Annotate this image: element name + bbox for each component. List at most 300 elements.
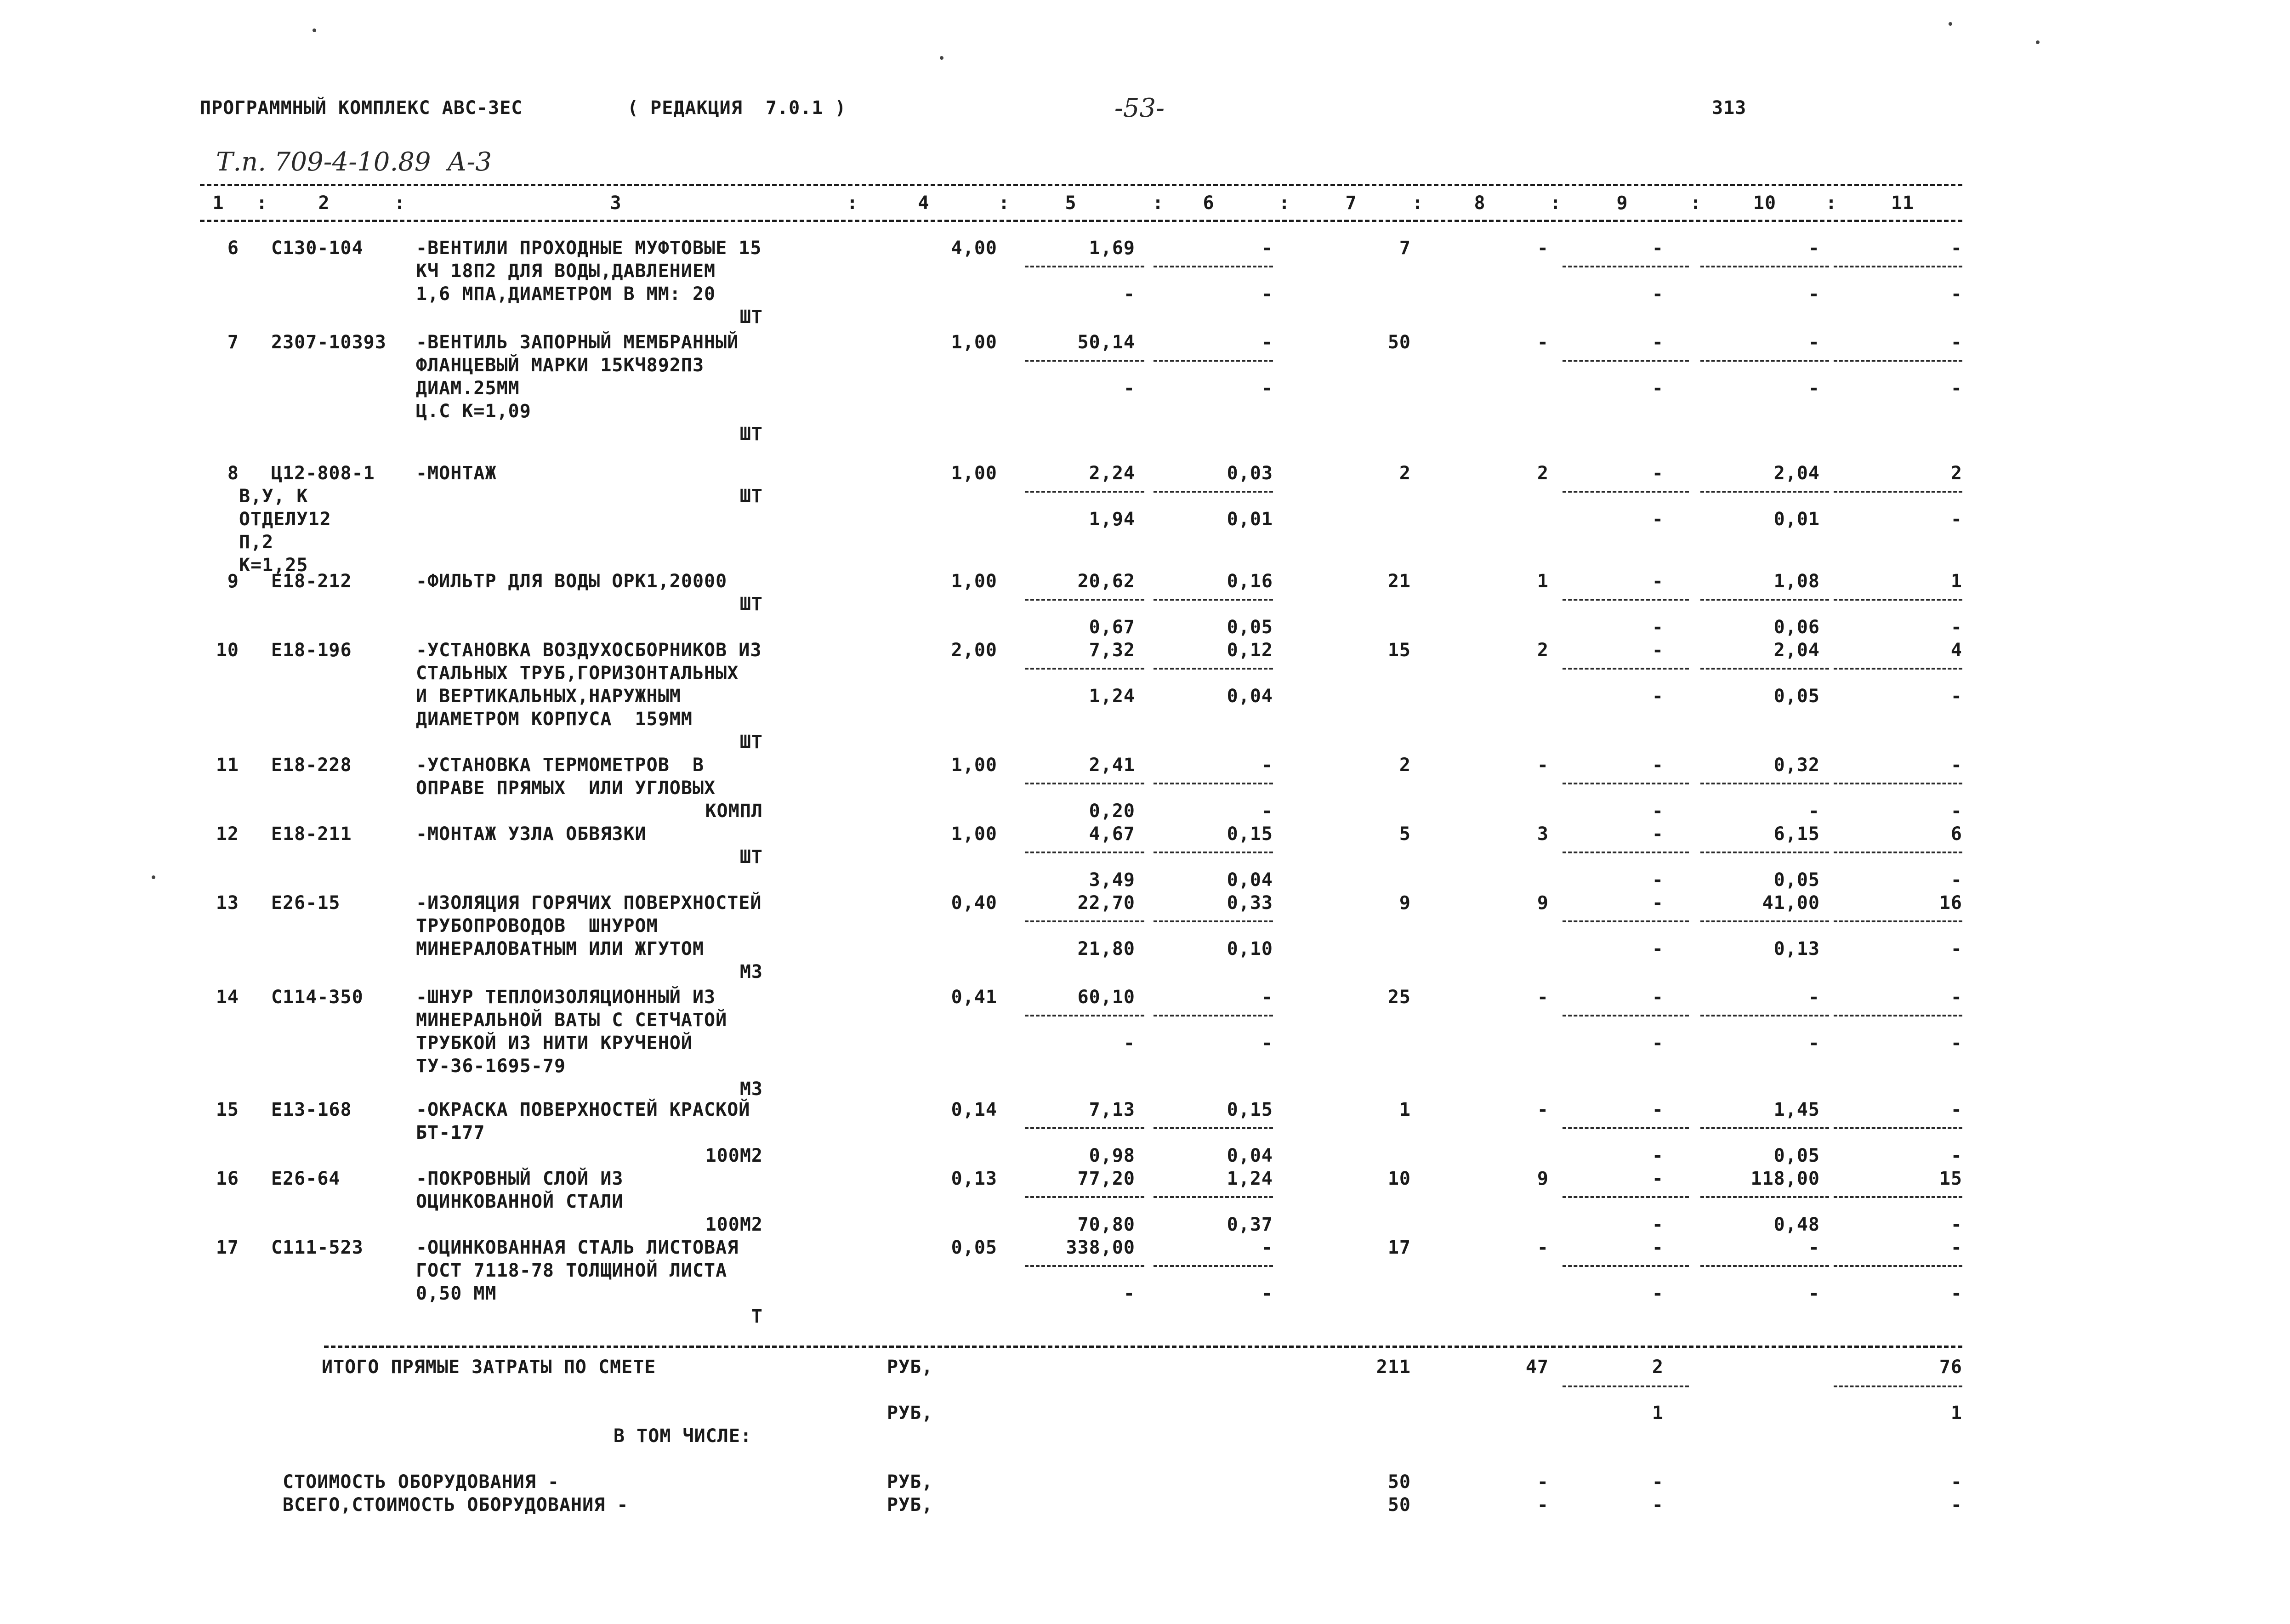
cost-col-5: 2,24: [1089, 463, 1135, 484]
cost-col-6: 0,03: [1227, 463, 1273, 484]
cost-col-11: -: [1950, 987, 1962, 1008]
rate-code: Е26-15: [271, 892, 341, 914]
rate-code: С130-104: [271, 238, 364, 259]
work-description: ГОСТ 7118-78 ТОЛЩИНОЙ ЛИСТА: [416, 1260, 727, 1281]
cost-col-9: -: [1652, 463, 1664, 484]
quantity: 0,14: [951, 1099, 997, 1120]
rate-code: Е18-212: [271, 571, 352, 592]
cost-col-5: 1,69: [1089, 238, 1135, 259]
totals-col-11-sub: 1: [1950, 1403, 1962, 1424]
subtotal-rule: [1154, 491, 1273, 493]
cost-col-6-sub: 0,37: [1227, 1214, 1273, 1235]
subtotal-rule: [1700, 1265, 1829, 1267]
subtotal-rule: [1834, 920, 1962, 922]
cost-col-5: 2,41: [1089, 755, 1135, 776]
scan-speck: [1949, 22, 1952, 26]
cost-col-6: -: [1261, 755, 1273, 776]
subtotal-rule: [1154, 920, 1273, 922]
totals-label: ИТОГО ПРЯМЫЕ ЗАТРАТЫ ПО СМЕТЕ: [322, 1357, 656, 1378]
subtotal-rule: [1700, 491, 1829, 493]
cost-col-8: 9: [1537, 892, 1549, 914]
subtotal-rule: [1700, 360, 1829, 362]
cost-col-8: 2: [1537, 463, 1549, 484]
cost-col-10: -: [1808, 1237, 1820, 1258]
unit-of-measure: М3: [739, 961, 763, 982]
rate-code: Ц12-808-1: [271, 463, 375, 484]
work-description: -ФИЛЬТР ДЛЯ ВОДЫ ОРК1,20000: [416, 571, 727, 592]
work-description: -УСТАНОВКА ТЕРМОМЕТРОВ В: [416, 755, 705, 776]
totals-unit: РУБ,: [887, 1357, 933, 1378]
cost-col-7: 9: [1399, 892, 1411, 914]
work-description: ТРУБКОЙ ИЗ НИТИ КРУЧЕНОЙ: [416, 1033, 693, 1054]
cost-col-5-sub: -: [1123, 1283, 1135, 1304]
cost-col-10: -: [1808, 332, 1820, 353]
cost-col-7: 25: [1387, 987, 1411, 1008]
row-number: 16: [216, 1168, 239, 1189]
cost-col-6-sub: 0,05: [1227, 617, 1273, 638]
cost-col-10-sub: -: [1808, 284, 1820, 305]
totals-rule: [324, 1346, 1962, 1348]
subtotal-rule: [1563, 1265, 1689, 1267]
subtotal-rule: [1700, 852, 1829, 853]
cost-col-5-sub: 0,20: [1089, 801, 1135, 822]
rate-code-note: В,У, К: [239, 486, 308, 507]
subtotal-rule: [1025, 599, 1144, 601]
subtotal-rule: [1834, 360, 1962, 362]
cost-col-10: 1,08: [1773, 571, 1820, 592]
subtotal-rule: [1700, 1015, 1829, 1016]
equipment-total-label: ВСЕГО,СТОИМОСТЬ ОБОРУДОВАНИЯ -: [283, 1494, 629, 1516]
quantity: 4,00: [951, 238, 997, 259]
subtotal-rule: [1700, 920, 1829, 922]
column-number-1: 1: [212, 193, 224, 214]
cost-col-6-sub: -: [1261, 1283, 1273, 1304]
subtotal-rule: [1025, 668, 1144, 670]
cost-col-9: -: [1652, 1237, 1664, 1258]
cost-col-5-sub: 21,80: [1077, 938, 1135, 960]
work-description: Ц.С К=1,09: [416, 401, 531, 422]
cost-col-6-sub: -: [1261, 801, 1273, 822]
cost-col-6-sub: 0,04: [1227, 869, 1273, 891]
cost-col-6: -: [1261, 1237, 1273, 1258]
equipment-cost-col-11: -: [1950, 1471, 1962, 1493]
cost-col-11: -: [1950, 332, 1962, 353]
cost-col-5-sub: 1,94: [1089, 509, 1135, 530]
cost-col-5: 4,67: [1089, 823, 1135, 845]
cost-col-10: 6,15: [1773, 823, 1820, 845]
subtotal-rule: [1563, 1196, 1689, 1198]
totals-col-11: 76: [1939, 1357, 1962, 1378]
cost-col-7: 2: [1399, 755, 1411, 776]
work-description: ОПРАВЕ ПРЯМЫХ ИЛИ УГЛОВЫХ: [416, 778, 716, 799]
cost-col-9-sub: -: [1652, 869, 1664, 891]
work-description: -ШНУР ТЕПЛОИЗОЛЯЦИОННЫЙ ИЗ: [416, 987, 716, 1008]
cost-col-11-sub: -: [1950, 938, 1962, 960]
cost-col-6: -: [1261, 332, 1273, 353]
quantity: 0,05: [951, 1237, 997, 1258]
quantity: 1,00: [951, 463, 997, 484]
scan-speck: [2036, 40, 2040, 44]
cost-col-10: 1,45: [1773, 1099, 1820, 1120]
row-number: 7: [227, 332, 239, 353]
column-separator: :: [1825, 193, 1837, 214]
edition: ( РЕДАКЦИЯ 7.0.1 ): [627, 97, 847, 119]
row-number: 6: [227, 238, 239, 259]
cost-col-11-sub: -: [1950, 1214, 1962, 1235]
work-description: МИНЕРАЛОВАТНЫМ ИЛИ ЖГУТОМ: [416, 938, 705, 960]
work-description: ФЛАНЦЕВЫЙ МАРКИ 15КЧ892П3: [416, 355, 705, 376]
subtotal-rule: [1563, 852, 1689, 853]
subtotal-rule: [1025, 1127, 1144, 1129]
work-description: -ОЦИНКОВАННАЯ СТАЛЬ ЛИСТОВАЯ: [416, 1237, 739, 1258]
header-rule-bottom: [200, 220, 1962, 222]
quantity: 0,13: [951, 1168, 997, 1189]
work-description: СТАЛЬНЫХ ТРУБ,ГОРИЗОНТАЛЬНЫХ: [416, 663, 739, 684]
subtotal-rule: [1563, 1015, 1689, 1016]
equipment-cost-col-8: -: [1537, 1471, 1549, 1493]
subtotal-rule: [1834, 1196, 1962, 1198]
work-description: -ИЗОЛЯЦИЯ ГОРЯЧИХ ПОВЕРХНОСТЕЙ: [416, 892, 762, 914]
row-number: 13: [216, 892, 239, 914]
unit-of-measure: ШТ: [739, 846, 763, 868]
row-number: 11: [216, 755, 239, 776]
cost-col-7: 21: [1387, 571, 1411, 592]
cost-col-11: -: [1950, 1099, 1962, 1120]
cost-col-10-sub: 0,48: [1773, 1214, 1820, 1235]
column-number-11: 11: [1891, 193, 1915, 214]
equipment-total-col-11: -: [1950, 1494, 1962, 1516]
quantity: 1,00: [951, 571, 997, 592]
subtotal-rule: [1563, 783, 1689, 784]
subtotal-rule: [1834, 668, 1962, 670]
cost-col-10-sub: -: [1808, 801, 1820, 822]
cost-col-11: 15: [1939, 1168, 1962, 1189]
cost-col-11-sub: -: [1950, 378, 1962, 399]
totals-col-7: 211: [1376, 1357, 1411, 1378]
column-number-4: 4: [918, 193, 930, 214]
sheet-number: 313: [1712, 97, 1747, 119]
work-description: КЧ 18П2 ДЛЯ ВОДЫ,ДАВЛЕНИЕМ: [416, 261, 716, 282]
cost-col-10: -: [1808, 987, 1820, 1008]
column-number-8: 8: [1474, 193, 1486, 214]
including-label: В ТОМ ЧИСЛЕ:: [614, 1425, 752, 1447]
column-separator: :: [256, 193, 268, 214]
cost-col-11: -: [1950, 238, 1962, 259]
totals-sub-rule: [1563, 1386, 1689, 1387]
subtotal-rule: [1154, 1196, 1273, 1198]
rate-code: С111-523: [271, 1237, 364, 1258]
cost-col-9: -: [1652, 571, 1664, 592]
subtotal-rule: [1154, 852, 1273, 853]
subtotal-rule: [1154, 668, 1273, 670]
rate-code-note: К=1,25: [239, 555, 308, 576]
cost-col-6: 1,24: [1227, 1168, 1273, 1189]
subtotal-rule: [1025, 266, 1144, 267]
unit-of-measure: 100М2: [705, 1145, 763, 1166]
row-number: 17: [216, 1237, 239, 1258]
quantity: 1,00: [951, 332, 997, 353]
cost-col-9: -: [1652, 755, 1664, 776]
cost-col-11-sub: -: [1950, 1033, 1962, 1054]
equipment-cost-label: СТОИМОСТЬ ОБОРУДОВАНИЯ -: [283, 1471, 559, 1493]
cost-col-11: 1: [1950, 571, 1962, 592]
work-description: И ВЕРТИКАЛЬНЫХ,НАРУЖНЫМ: [416, 686, 681, 707]
subtotal-rule: [1154, 360, 1273, 362]
subtotal-rule: [1563, 266, 1689, 267]
cost-col-7: 50: [1387, 332, 1411, 353]
rate-code: 2307-10393: [271, 332, 386, 353]
cost-col-10-sub: 0,05: [1773, 1145, 1820, 1166]
column-separator: :: [1279, 193, 1290, 214]
totals-sub-rule: [1834, 1386, 1962, 1387]
cost-col-11-sub: -: [1950, 869, 1962, 891]
cost-col-10: -: [1808, 238, 1820, 259]
equipment-total-col-7: 50: [1387, 1494, 1411, 1516]
work-description: -ВЕНТИЛЬ ЗАПОРНЫЙ МЕМБРАННЫЙ: [416, 332, 739, 353]
work-description: МИНЕРАЛЬНОЙ ВАТЫ С СЕТЧАТОЙ: [416, 1010, 727, 1031]
cost-col-10: 118,00: [1750, 1168, 1820, 1189]
subtotal-rule: [1563, 491, 1689, 493]
subtotal-rule: [1834, 491, 1962, 493]
column-number-2: 2: [318, 193, 330, 214]
rate-code: Е13-168: [271, 1099, 352, 1120]
cost-col-9-sub: -: [1652, 378, 1664, 399]
cost-col-9: -: [1652, 1099, 1664, 1120]
cost-col-6-sub: 0,04: [1227, 1145, 1273, 1166]
column-separator: :: [1690, 193, 1702, 214]
unit-of-measure: ШТ: [739, 594, 763, 615]
cost-col-9-sub: -: [1652, 686, 1664, 707]
column-number-6: 6: [1203, 193, 1215, 214]
cost-col-10: 2,04: [1773, 463, 1820, 484]
cost-col-9-sub: -: [1652, 1145, 1664, 1166]
equipment-cost-col-9: -: [1652, 1471, 1664, 1493]
cost-col-10-sub: 0,05: [1773, 869, 1820, 891]
cost-col-6-sub: 0,10: [1227, 938, 1273, 960]
work-description: БТ-177: [416, 1122, 485, 1143]
project-code: Т.п. 709-4-10.89 А-3: [216, 147, 492, 177]
unit-of-measure: ШТ: [739, 732, 763, 753]
subtotal-rule: [1563, 599, 1689, 601]
subtotal-rule: [1563, 920, 1689, 922]
rate-code: Е18-211: [271, 823, 352, 845]
cost-col-8: -: [1537, 238, 1549, 259]
cost-col-5-sub: 0,98: [1089, 1145, 1135, 1166]
unit-of-measure: 100М2: [705, 1214, 763, 1235]
cost-col-9: -: [1652, 640, 1664, 661]
cost-col-8: -: [1537, 1237, 1549, 1258]
cost-col-11-sub: -: [1950, 801, 1962, 822]
column-separator: :: [847, 193, 858, 214]
cost-col-5: 60,10: [1077, 987, 1135, 1008]
subtotal-rule: [1154, 1015, 1273, 1016]
subtotal-rule: [1563, 668, 1689, 670]
quantity: 0,41: [951, 987, 997, 1008]
rate-code-note: ОТДЕЛУ12: [239, 509, 331, 530]
row-number: 8: [227, 463, 239, 484]
cost-col-10-sub: -: [1808, 1283, 1820, 1304]
work-description: -ВЕНТИЛИ ПРОХОДНЫЕ МУФТОВЫЕ 15: [416, 238, 762, 259]
cost-col-6: 0,15: [1227, 1099, 1273, 1120]
work-description: -ПОКРОВНЫЙ СЛОЙ ИЗ: [416, 1168, 624, 1189]
cost-col-6-sub: 0,04: [1227, 686, 1273, 707]
quantity: 1,00: [951, 823, 997, 845]
totals-unit-2: РУБ,: [887, 1403, 933, 1424]
column-separator: :: [394, 193, 406, 214]
cost-col-6: 0,33: [1227, 892, 1273, 914]
work-description: -ОКРАСКА ПОВЕРХНОСТЕЙ КРАСКОЙ: [416, 1099, 750, 1120]
cost-col-5-sub: -: [1123, 1033, 1135, 1054]
work-description: ОЦИНКОВАННОЙ СТАЛИ: [416, 1191, 624, 1212]
cost-col-7: 15: [1387, 640, 1411, 661]
cost-col-10: 2,04: [1773, 640, 1820, 661]
work-description: 1,6 МПА,ДИАМЕТРОМ В ММ: 20: [416, 284, 716, 305]
subtotal-rule: [1025, 1196, 1144, 1198]
cost-col-6: 0,16: [1227, 571, 1273, 592]
cost-col-7: 17: [1387, 1237, 1411, 1258]
subtotal-rule: [1154, 1127, 1273, 1129]
row-number: 9: [227, 571, 239, 592]
cost-col-6-sub: 0,01: [1227, 509, 1273, 530]
subtotal-rule: [1700, 668, 1829, 670]
unit-of-measure: Т: [751, 1306, 763, 1327]
cost-col-7: 5: [1399, 823, 1411, 845]
row-number: 10: [216, 640, 239, 661]
work-description: ДИАМЕТРОМ КОРПУСА 159ММ: [416, 709, 693, 730]
equipment-cost-col-7: 50: [1387, 1471, 1411, 1493]
totals-col-9-sub: 1: [1652, 1403, 1664, 1424]
cost-col-10: 0,32: [1773, 755, 1820, 776]
cost-col-9-sub: -: [1652, 1033, 1664, 1054]
column-separator: :: [1152, 193, 1164, 214]
cost-col-5: 338,00: [1066, 1237, 1135, 1258]
column-number-10: 10: [1753, 193, 1777, 214]
scan-speck: [313, 28, 316, 32]
subtotal-rule: [1700, 1196, 1829, 1198]
subtotal-rule: [1700, 1127, 1829, 1129]
quantity: 1,00: [951, 755, 997, 776]
program-name: ПРОГРАММНЫЙ КОМПЛЕКС АВС-3ЕС: [200, 97, 523, 119]
equipment-total-col-8: -: [1537, 1494, 1549, 1516]
cost-col-8: -: [1537, 332, 1549, 353]
cost-col-9: -: [1652, 892, 1664, 914]
cost-col-11: 4: [1950, 640, 1962, 661]
cost-col-5: 7,32: [1089, 640, 1135, 661]
cost-col-9-sub: -: [1652, 1214, 1664, 1235]
rate-code: С114-350: [271, 987, 364, 1008]
cost-col-11-sub: -: [1950, 1145, 1962, 1166]
subtotal-rule: [1834, 783, 1962, 784]
cost-col-11: 16: [1939, 892, 1962, 914]
cost-col-9: -: [1652, 332, 1664, 353]
cost-col-11: -: [1950, 1237, 1962, 1258]
cost-col-9: -: [1652, 238, 1664, 259]
quantity: 0,40: [951, 892, 997, 914]
cost-col-9-sub: -: [1652, 509, 1664, 530]
cost-col-9-sub: -: [1652, 284, 1664, 305]
work-description: ТУ-36-1695-79: [416, 1056, 566, 1077]
column-separator: :: [998, 193, 1010, 214]
cost-col-6-sub: -: [1261, 378, 1273, 399]
work-description: -МОНТАЖ УЗЛА ОБВЯЗКИ: [416, 823, 647, 845]
rate-code: Е26-64: [271, 1168, 341, 1189]
cost-col-8: -: [1537, 755, 1549, 776]
work-description: ТРУБОПРОВОДОВ ШНУРОМ: [416, 915, 658, 937]
cost-col-9-sub: -: [1652, 938, 1664, 960]
subtotal-rule: [1563, 1127, 1689, 1129]
rate-code: Е18-228: [271, 755, 352, 776]
unit-of-measure: ШТ: [739, 307, 763, 328]
cost-col-6-sub: -: [1261, 284, 1273, 305]
subtotal-rule: [1834, 599, 1962, 601]
unit-of-measure: ШТ: [739, 486, 763, 507]
cost-col-9: -: [1652, 1168, 1664, 1189]
subtotal-rule: [1025, 1265, 1144, 1267]
cost-col-9-sub: -: [1652, 1283, 1664, 1304]
equipment-cost-unit: РУБ,: [887, 1471, 933, 1493]
cost-col-5-sub: 3,49: [1089, 869, 1135, 891]
cost-col-10-sub: 0,13: [1773, 938, 1820, 960]
quantity: 2,00: [951, 640, 997, 661]
subtotal-rule: [1834, 1015, 1962, 1016]
cost-col-6: 0,12: [1227, 640, 1273, 661]
work-description: -УСТАНОВКА ВОЗДУХОСБОРНИКОВ ИЗ: [416, 640, 762, 661]
subtotal-rule: [1700, 266, 1829, 267]
cost-col-8: 2: [1537, 640, 1549, 661]
equipment-total-col-9: -: [1652, 1494, 1664, 1516]
cost-col-8: 9: [1537, 1168, 1549, 1189]
cost-col-6: 0,15: [1227, 823, 1273, 845]
subtotal-rule: [1025, 783, 1144, 784]
cost-col-10-sub: -: [1808, 378, 1820, 399]
work-description: -МОНТАЖ: [416, 463, 497, 484]
column-number-3: 3: [610, 193, 622, 214]
cost-col-5-sub: 70,80: [1077, 1214, 1135, 1235]
column-separator: :: [1550, 193, 1562, 214]
row-number: 12: [216, 823, 239, 845]
subtotal-rule: [1563, 360, 1689, 362]
subtotal-rule: [1025, 360, 1144, 362]
cost-col-11-sub: -: [1950, 1283, 1962, 1304]
cost-col-10-sub: 0,06: [1773, 617, 1820, 638]
subtotal-rule: [1154, 266, 1273, 267]
rate-code: Е18-196: [271, 640, 352, 661]
cost-col-10-sub: -: [1808, 1033, 1820, 1054]
subtotal-rule: [1154, 1265, 1273, 1267]
page-number: -53-: [1114, 93, 1165, 123]
row-number: 15: [216, 1099, 239, 1120]
work-description: ДИАМ.25ММ: [416, 378, 520, 399]
subtotal-rule: [1700, 599, 1829, 601]
unit-of-measure: КОМПЛ: [705, 801, 763, 822]
column-number-9: 9: [1616, 193, 1628, 214]
subtotal-rule: [1025, 920, 1144, 922]
cost-col-10: 41,00: [1762, 892, 1820, 914]
column-number-7: 7: [1345, 193, 1357, 214]
cost-col-5-sub: 1,24: [1089, 686, 1135, 707]
cost-col-8: 1: [1537, 571, 1549, 592]
cost-col-11: -: [1950, 755, 1962, 776]
subtotal-rule: [1154, 783, 1273, 784]
cost-col-10-sub: 0,05: [1773, 686, 1820, 707]
column-number-5: 5: [1065, 193, 1077, 214]
cost-col-11-sub: -: [1950, 617, 1962, 638]
cost-col-11-sub: -: [1950, 509, 1962, 530]
equipment-total-unit: РУБ,: [887, 1494, 933, 1516]
rate-code-note: П,2: [239, 532, 274, 553]
subtotal-rule: [1834, 852, 1962, 853]
subtotal-rule: [1025, 491, 1144, 493]
